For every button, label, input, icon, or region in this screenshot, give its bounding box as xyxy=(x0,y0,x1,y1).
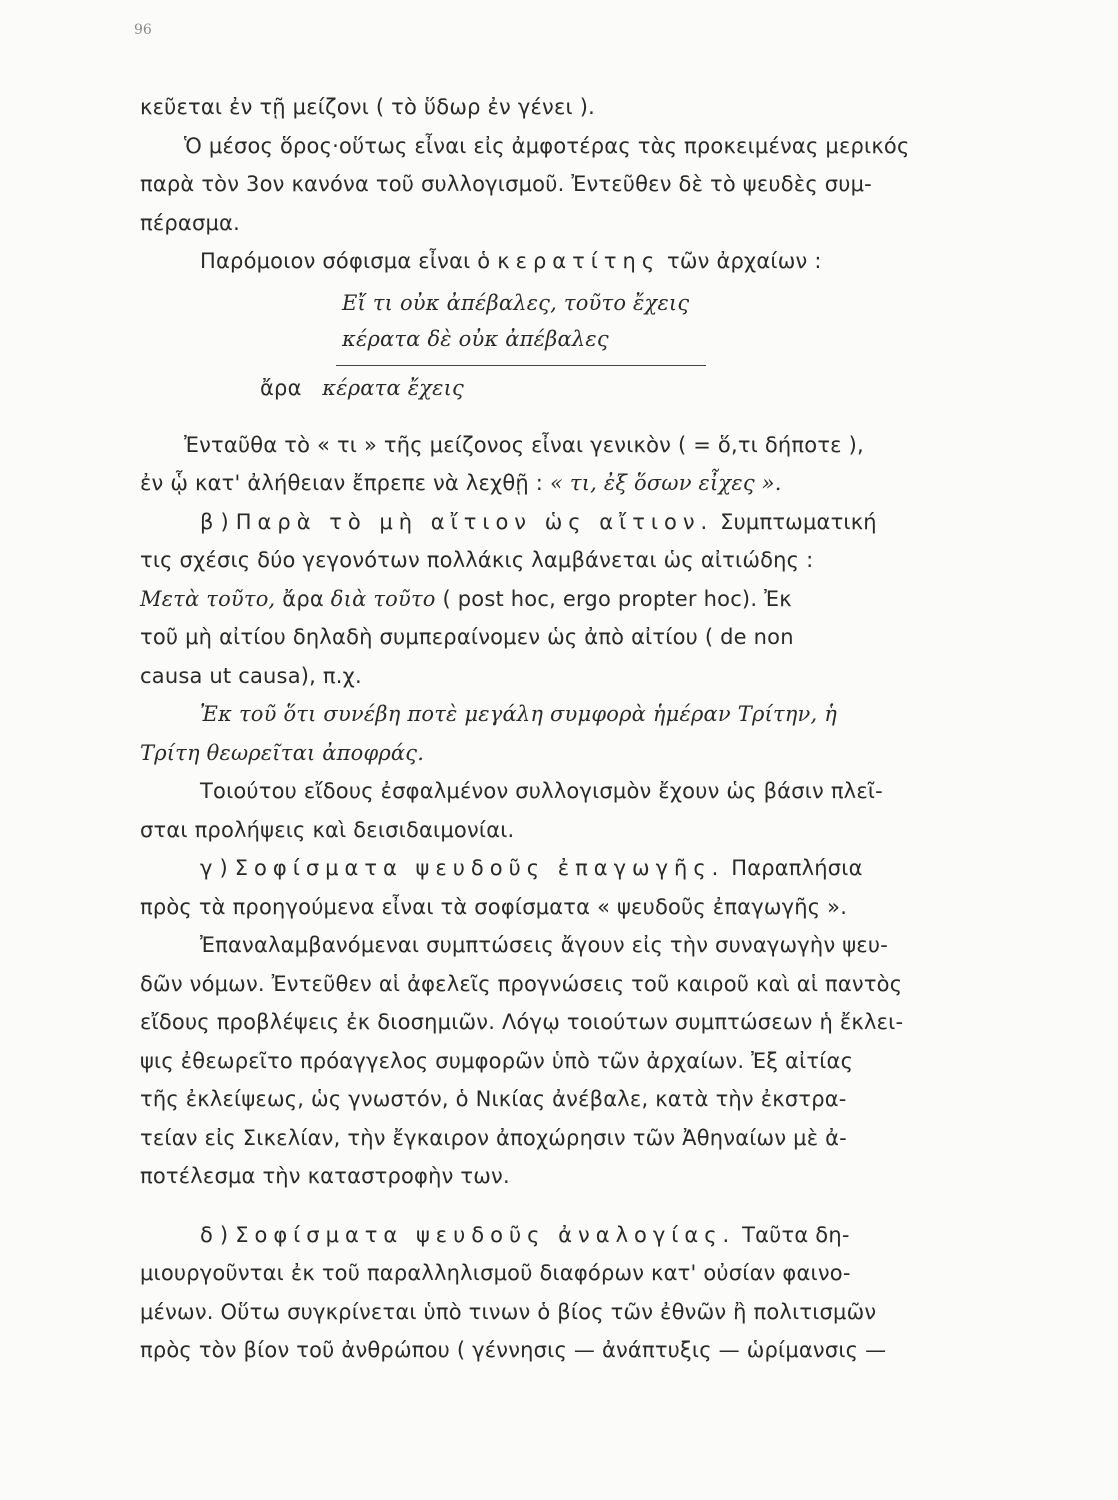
syllogism-rule xyxy=(336,365,706,366)
text-line: Τοιούτου εἴδους ἐσφαλμένον συλλογισμὸν ἔχουν ὡς βάσιν πλεῖ- xyxy=(200,779,883,803)
text-fragment: Συμπτωματική xyxy=(713,509,877,534)
example-line: Τρίτη θεωρεῖται ἀποφράς. xyxy=(140,740,425,765)
ara-word: ἄρα xyxy=(260,375,302,400)
text-line: τείαν εἰς Σικελίαν, τὴν ἔγκαιρον ἀποχώρησιν τῶν Ἀθηναίων μὲ ἀ- xyxy=(140,1125,847,1150)
text-line: δῶν νόμων. Ἐντεῦθεν αἱ ἀφελεῖς προγνώσεις τοῦ καιροῦ καὶ αἱ παντὸς xyxy=(140,971,903,996)
section-label: δ ) xyxy=(200,1222,236,1247)
text-line: παρὰ τὸν 3ον κανόνα τοῦ συλλογισμοῦ. Ἐντεῦθεν δὲ τὸ ψευδὲς συμ- xyxy=(140,172,872,196)
text-fragment: ἄρα xyxy=(282,586,331,611)
page-number: 96 xyxy=(134,22,152,38)
text-fragment: τῶν ἀρχαίων : xyxy=(660,249,822,273)
text-line: Ἐνταῦθα τὸ « τι » τῆς μείζονος εἶναι γενικὸν ( = ὅ,τι δήποτε ), xyxy=(184,432,864,457)
text-line: πρὸς τὸν βίον τοῦ ἀνθρώπου ( γέννησις — ἀνάπτυξις — ὡρίμανσις — xyxy=(140,1338,887,1362)
section-label: γ ) xyxy=(200,856,235,880)
text-line: εἴδους προβλέψεις ἐκ διοσημιῶν. Λόγῳ τοιούτων συμπτώσεων ἡ ἔκλει- xyxy=(140,1010,904,1034)
text-line: πρὸς τὰ προηγούμενα εἶναι τὰ σοφίσματα « ψευδοῦς ἐπαγωγῆς ». xyxy=(140,894,848,919)
section-title: Σοφίσματα ψευδοῦς ἀναλογίας. xyxy=(235,1222,736,1247)
italic-fragment: « τι, ἐξ ὅσων εἶχες ». xyxy=(549,471,782,495)
text-line: τις σχέσις δύο γεγονότων πολλάκις λαμβάνεται ὡς αἰτιώδης : xyxy=(140,548,814,572)
text-line: μιουργοῦνται ἐκ τοῦ παραλληλισμοῦ διαφόρων κατ' οὐσίαν φαινο- xyxy=(140,1261,851,1285)
text-line: causa ut causa), π.χ. xyxy=(140,663,362,688)
syllogism xyxy=(140,285,1020,406)
text-fragment: ἐν ᾧ κατ' ἀλήθειαν ἔπρεπε νὰ λεχθῇ : xyxy=(140,471,550,495)
example-line: Ἐκ τοῦ ὅτι συνέβη ποτὲ μεγάλη συμφορὰ ἡμέραν Τρίτην, ἡ xyxy=(200,702,838,726)
text-fragment: Παρόμοιον σόφισμα εἶναι ὁ xyxy=(200,249,498,273)
text-line: ψις ἐθεωρεῖτο πρόαγγελος συμφορῶν ὑπὸ τῶν ἀρχαίων. Ἐξ αἰτίας xyxy=(140,1048,854,1073)
italic-fragment: διὰ τοῦτο xyxy=(330,586,436,611)
text-line: κεῦεται ἐν τῇ μείζονι ( τὸ ὕδωρ ἐν γένει ). xyxy=(140,95,595,119)
text-line: πέρασμα. xyxy=(140,210,240,235)
section-title: Παρὰ τὸ μὴ αἴτιον ὡς αἴτιον. xyxy=(235,509,714,534)
text-line xyxy=(140,464,1020,503)
text-line xyxy=(140,242,1020,281)
text-line: Ὁ μέσος ὅρος·οὕτως εἶναι εἰς ἀμφοτέρας τὰς προκειμένας μερικός xyxy=(184,133,910,158)
section-label: β ) xyxy=(200,509,236,534)
text-fragment: Ταῦτα δη- xyxy=(735,1222,850,1247)
text-line xyxy=(140,580,1020,619)
syllogism-minor-premise: κέρατα δὲ οὐκ ἀπέβαλες xyxy=(342,326,609,351)
text-line: τοῦ μὴ αἰτίου δηλαδὴ συμπεραίνομεν ὡς ἀπὸ αἰτίου ( de non xyxy=(140,625,794,649)
syllogism-conclusion xyxy=(140,370,1020,406)
conclusion-text: κέρατα ἔχεις xyxy=(322,375,464,400)
italic-fragment: Μετὰ τοῦτο, xyxy=(140,586,283,611)
text-fragment: ( post hoc, ergo propter hoc). Ἐκ xyxy=(435,586,792,611)
text-fragment: Παραπλήσια xyxy=(724,856,863,880)
spaced-term: κερατίτης xyxy=(497,249,661,273)
text-line: ποτέλεσμα τὴν καταστροφὴν των. xyxy=(140,1164,510,1188)
section-c-heading xyxy=(140,849,1020,888)
text-line: Ἐπαναλαμβανόμεναι συμπτώσεις ἄγουν εἰς τὴν συναγωγὴν ψευ- xyxy=(200,933,888,957)
section-d-heading xyxy=(140,1216,1020,1255)
page-body xyxy=(140,88,1020,1370)
text-line: τῆς ἐκλείψεως, ὡς γνωστόν, ὁ Νικίας ἀνέβαλε, κατὰ τὴν ἐκστρα- xyxy=(140,1087,847,1111)
text-line: μένων. Οὕτω συγκρίνεται ὑπὸ τινων ὁ βίος τῶν ἐθνῶν ἢ πολιτισμῶν xyxy=(140,1299,877,1324)
syllogism-major-premise: Εἴ τι οὐκ ἀπέβαλες, τοῦτο ἔχεις xyxy=(342,290,690,315)
section-title: Σοφίσματα ψευδοῦς ἐπαγωγῆς. xyxy=(234,856,725,880)
text-line: σται προλήψεις καὶ δεισιδαιμονίαι. xyxy=(140,817,515,842)
section-b-heading xyxy=(140,503,1020,542)
